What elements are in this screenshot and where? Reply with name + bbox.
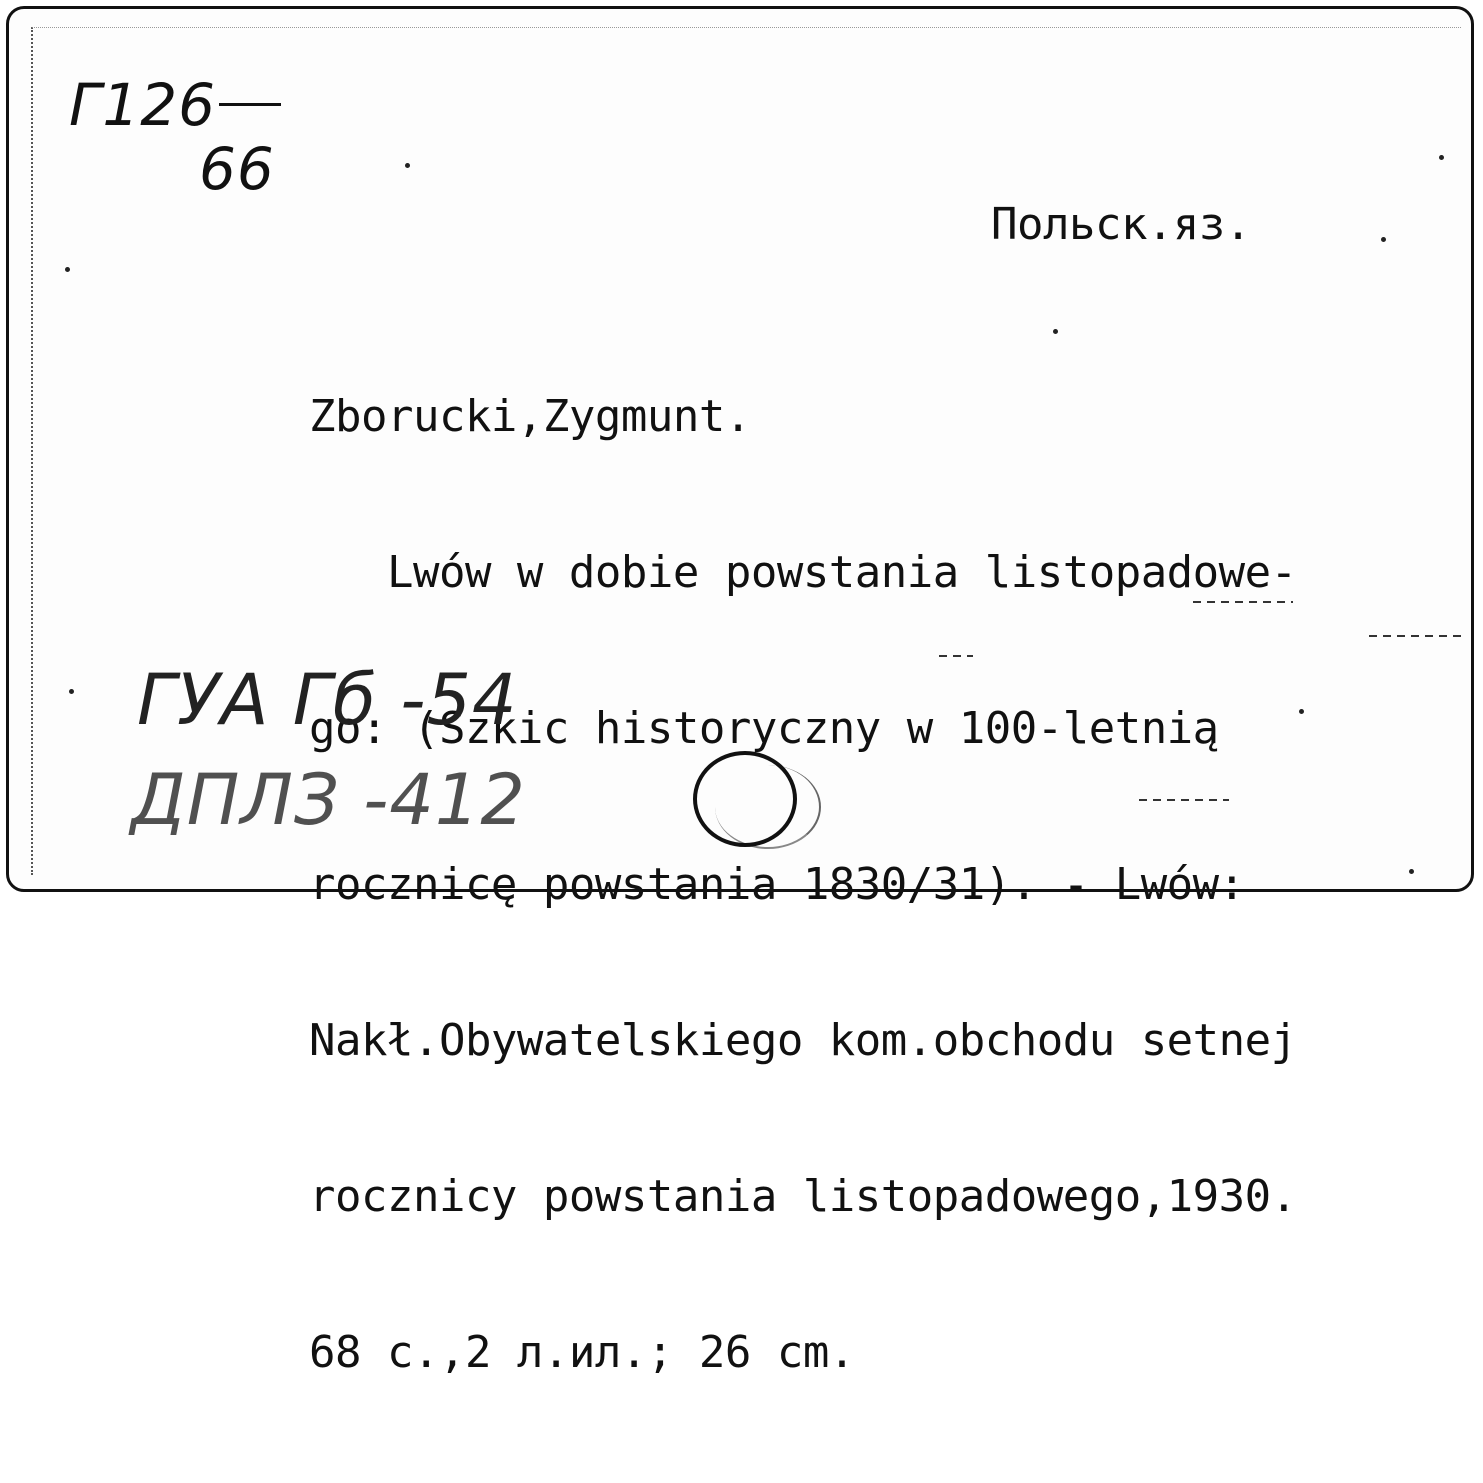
ink-speck — [69, 689, 74, 694]
ink-speck — [65, 267, 70, 272]
language-note: Польск.яз. — [991, 199, 1251, 250]
call-number-line-1: Г126 — [69, 71, 217, 139]
ink-speck — [1299, 709, 1304, 714]
entry-line: rocznicy powstania listopadowego,1930. — [309, 1171, 1297, 1222]
entry-line: rocznicę powstania 1830/31). - Lwów: — [309, 859, 1245, 910]
bibliographic-entry — [309, 287, 1297, 1483]
call-number-line-2: 66 — [199, 135, 275, 203]
faint-rule — [1139, 799, 1229, 801]
faint-rule — [939, 655, 973, 657]
call-number-dash — [219, 103, 281, 106]
circle-stamp — [693, 751, 797, 847]
entry-line: 68 с.,2 л.ил.; 26 cm. — [309, 1327, 855, 1378]
ink-speck — [1381, 237, 1386, 242]
faint-rule — [1369, 635, 1465, 637]
ink-speck — [1409, 869, 1414, 874]
ink-speck — [405, 163, 410, 168]
ink-speck — [1053, 329, 1058, 334]
entry-line: Zboruckі,Zygmunt. — [309, 391, 751, 442]
ink-speck — [1439, 155, 1444, 160]
entry-line: Nakł.Obywatelskiego kom.obchodu setnej — [309, 1015, 1297, 1066]
entry-line: go: (Szkic historyczny w 100-letnią — [309, 703, 1219, 754]
faint-rule — [1193, 601, 1293, 603]
entry-line: Lwów w dobie powstania listopadowe- — [309, 547, 1297, 598]
handwritten-shelfmark-1: ГУА Гб -54 — [137, 659, 518, 741]
catalog-card — [6, 6, 1474, 1378]
handwritten-shelfmark-2: ДПЛЗ -412 — [131, 759, 526, 841]
